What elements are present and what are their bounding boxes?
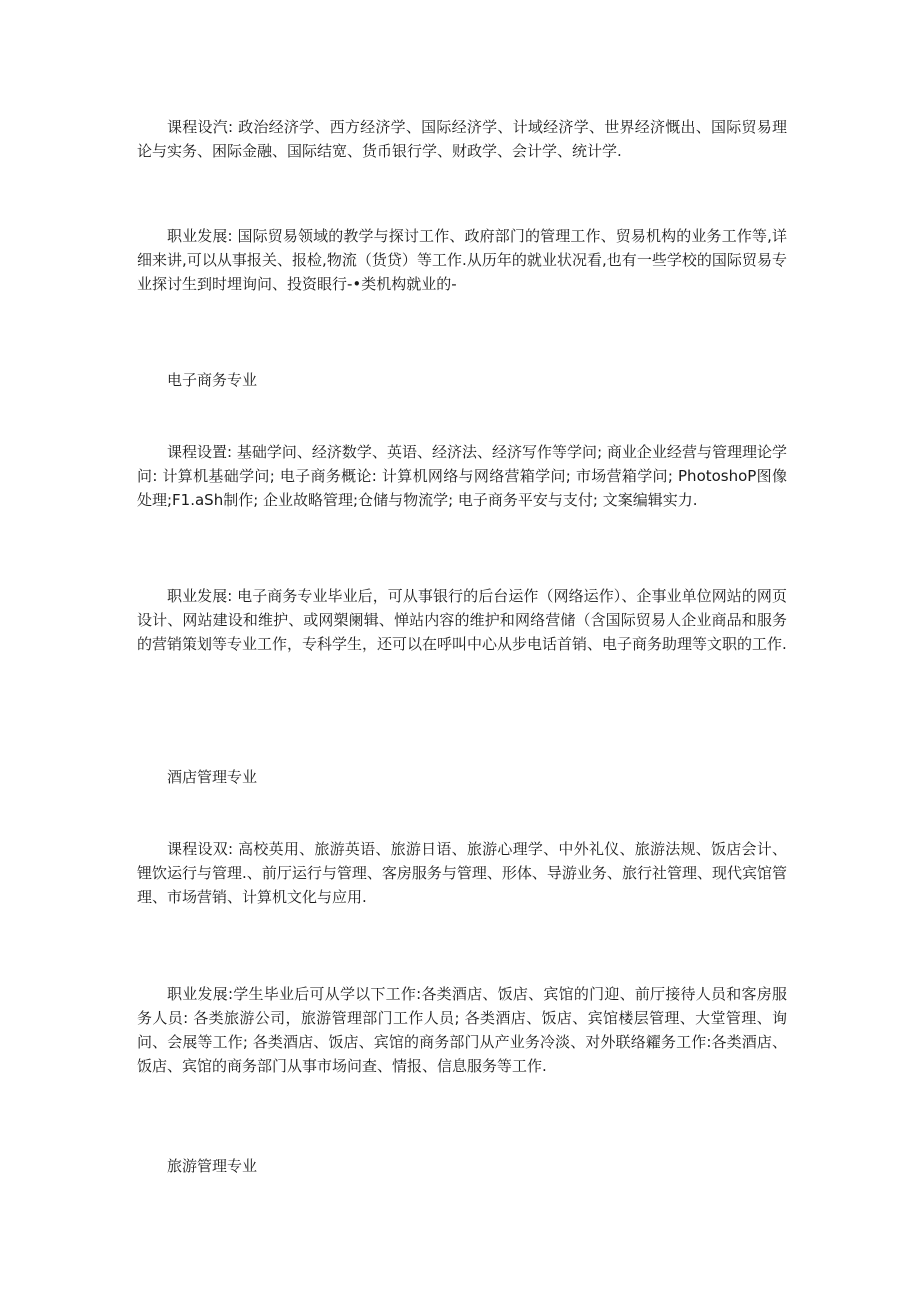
heading-tourism-management: 旅游管理专业 (167, 1157, 258, 1175)
paragraph-ecommerce-courses: 课程设置: 基础学问、经济数学、英语、经济法、经济写作等学问; 商业企业经营与管理理论学问: 计算机基础学问; 电子商务概论: 计算机网络与网络营箱学问; 市场营箱学问; PhotoshoP图像处理;F1.aSh制作; 企业故略管理;仓储与物流学; 电子商务平安与支付; 文案编辑实力. (137, 443, 787, 509)
paragraph-intl-trade-career: 职业发展: 国际贸易领域的教学与探讨工作、政府部门的管理工作、贸易机构的业务工作等,详细来讲,可以从事报关、报检,物流（货贷）等工作.从历年的就业状况看,也有一些学校的国际贸易专业探讨生到时埋询问、投资眼行-•类机构就业的- (137, 227, 787, 293)
paragraph-ecommerce-career: 职业发展: 电子商务专业毕业后，可从事银行的后台运作（网络运作）、企事业单位网站的网页设计、网站建设和维护、或网槊阑辑、惮站内容的维护和网络营储（含国际贸易人企业商品和服务的营销策划等专业工作，专科学生，还可以在呼叫中心从步电话首销、电子商务助理等文职的工作. (137, 587, 787, 653)
paragraph-intl-trade-courses: 课程设汽: 政治经济学、西方经济学、国际经济学、计域经济学、世界经济慨出、国际贸易理论与实务、困际金融、国际结宽、货币银行学、财政学、会计学、统计学. (137, 118, 787, 160)
heading-ecommerce: 电子商务专业 (167, 371, 258, 389)
paragraph-hotel-courses: 课程设双: 高校英用、旅游英语、旅游日语、旅游心理学、中外礼仪、旅游法规、饭店会计、锂饮运行与管理.、前厅运行与管理、客房服务与管理、形体、导游业务、旅行社管理、现代宾馆管理、市场营销、计算机文化与应用. (137, 840, 787, 906)
paragraph-hotel-career: 职业发展:学生毕业后可从学以下工作:各类酒店、饭店、宾馆的门迎、前厅接待人员和客房服务人员: 各类旅游公司，旅游管理部门工作人员; 各类酒店、饭店、宾馆楼层管理、大堂管理、询问、会展等工作; 各类酒店、饭店、宾馆的商务部门从产业务冷淡、对外联络糴务工作:各类酒店、饭店、宾馆的商务部门从事市场问查、情报、信息服务等工作. (137, 985, 787, 1075)
heading-hotel-management: 酒店管理专业 (167, 768, 258, 786)
